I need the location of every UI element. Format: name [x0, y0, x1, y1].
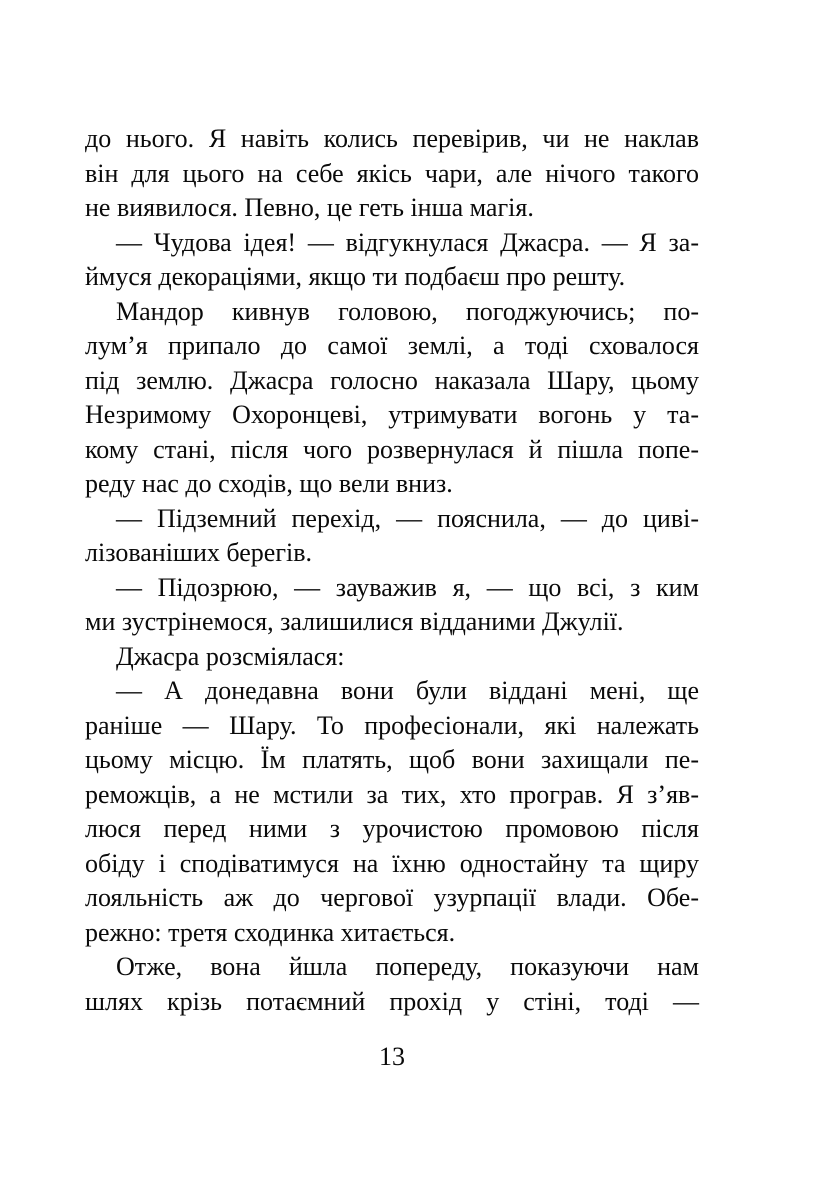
text-line: реможців, а не мстили за тих, хто програв. Я з’яв- [85, 779, 699, 809]
text-line: — Підозрюю, — зауважив я, — що всі, з ким [116, 572, 699, 602]
text-line: кому стані, після чого розвернулася й пішла попе- [85, 434, 699, 464]
paragraph [85, 502, 699, 571]
page-text [85, 122, 699, 1019]
text-line: ймуся декораціями, якщо ти подбаєш про решту. [85, 262, 626, 291]
text-line: він для цього на себе якісь чари, але нічого такого [85, 158, 699, 188]
text-line: лояльність аж до чергової узурпації влади. Обе- [85, 883, 699, 912]
text-line: Отже, вона йшла попереду, показуючи нам [116, 952, 699, 981]
paragraph [85, 571, 699, 640]
text-line: Незримому Охоронцеві, утримувати вогонь у та- [85, 400, 699, 429]
page-number: 13 [379, 1042, 405, 1071]
text-line: люся перед ними з урочистою промовою після [85, 814, 699, 843]
text-line: режно: третя сходинка хитається. [85, 917, 456, 947]
text-line: шлях крізь потаємний прохід у стіні, тоді — [85, 986, 699, 1016]
text-line: Мандор кивнув головою, погоджуючись; по- [116, 296, 699, 326]
paragraph [85, 674, 699, 950]
paragraph [85, 226, 699, 295]
text-line: реду нас до сходів, що вели вниз. [85, 469, 453, 498]
text-line: лізованіших берегів. [85, 538, 312, 567]
text-line: Джасра розсміялася: [116, 641, 345, 671]
paragraph [85, 640, 699, 675]
paragraph [85, 122, 699, 226]
text-line: не виявилося. Певно, це геть інша магія. [85, 193, 534, 222]
text-line: ми зустрінемося, залишилися відданими Джулії. [85, 607, 624, 636]
paragraph [85, 950, 699, 1019]
text-line: до нього. Я навіть колись перевірив, чи не наклав [85, 124, 699, 153]
text-line: — Чудова ідея! — відгукнулася Джасра. — Я за- [116, 227, 699, 257]
text-line: цьому місцю. Їм платять, щоб вони захищали пе- [85, 745, 699, 774]
text-line: — А донедавна вони були віддані мені, ще [116, 676, 699, 705]
text-line: під землю. Джасра голосно наказала Шару, цьому [85, 365, 699, 395]
paragraph [85, 295, 699, 502]
text-line: обіду і сподіватимуся на їхню одностайну та щиру [85, 848, 699, 878]
text-line: — Підземний перехід, — пояснила, — до циві- [116, 503, 699, 533]
text-line: лум’я припало до самої землі, а тоді сховалося [85, 331, 699, 360]
text-line: раніше — Шару. То професіонали, які належать [85, 710, 699, 740]
